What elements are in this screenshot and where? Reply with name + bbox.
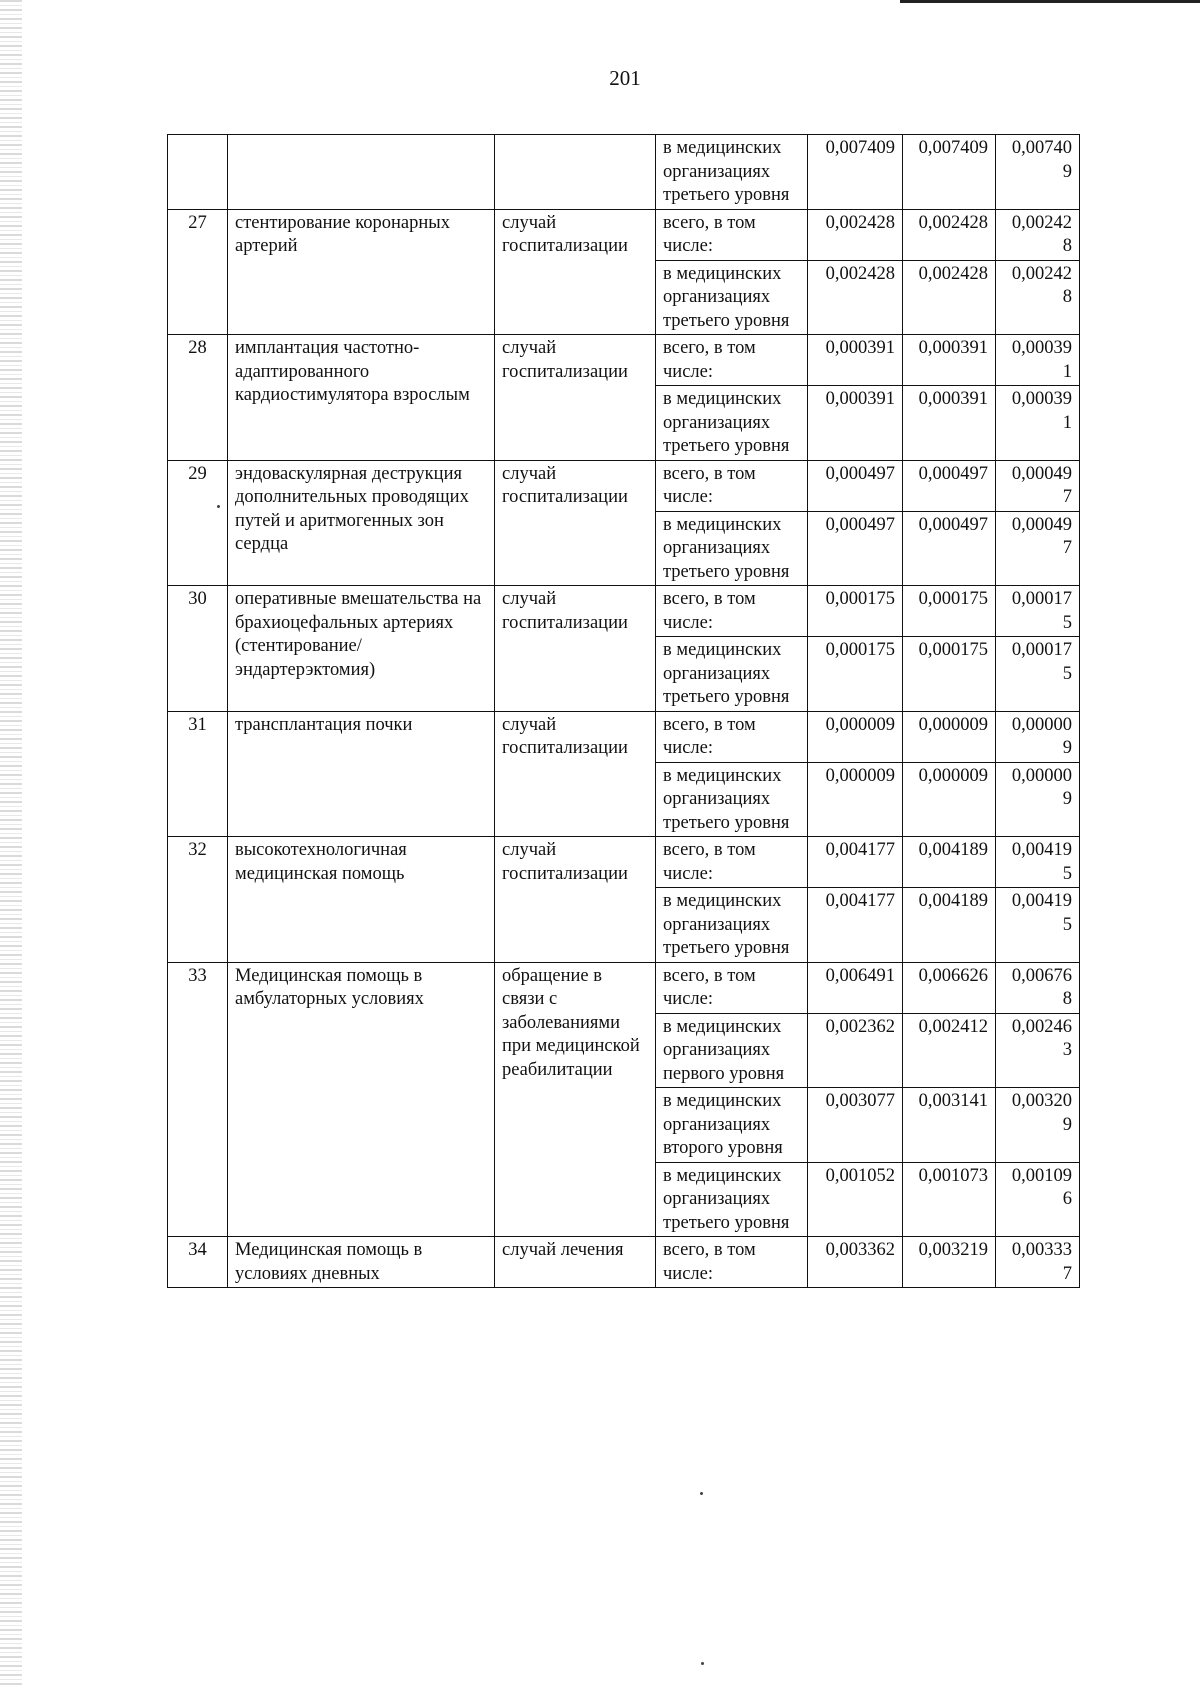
- table-row: [168, 460, 1080, 511]
- value-cell-3: 0,004195: [996, 888, 1080, 963]
- value-cell-2: 0,004189: [903, 837, 996, 888]
- scan-speck: [701, 1662, 704, 1665]
- table-row: [168, 586, 1080, 637]
- table-row: [168, 1237, 1080, 1288]
- unit-of-measure: случай госпитализации: [495, 209, 656, 335]
- value-cell-3: 0,003209: [996, 1088, 1080, 1163]
- indicator-name: высокотехнологичная медицинская помощь: [228, 837, 495, 963]
- value-cell-3: 0,002428: [996, 209, 1080, 260]
- value-cell-2: 0,003141: [903, 1088, 996, 1163]
- unit-of-measure: [495, 135, 656, 210]
- row-number: 28: [168, 335, 228, 461]
- value-cell-3: 0,000175: [996, 586, 1080, 637]
- subrow-label: в медицинских организациях третьего уровня: [656, 135, 808, 210]
- indicator-name: [228, 135, 495, 210]
- scan-edge: [0, 0, 22, 1686]
- value-cell-1: 0,000497: [808, 460, 903, 511]
- unit-of-measure: случай лечения: [495, 1237, 656, 1288]
- value-cell-3: 0,002428: [996, 260, 1080, 335]
- value-cell-3: 0,000175: [996, 637, 1080, 712]
- subrow-label: в медицинских организациях второго уровня: [656, 1088, 808, 1163]
- indicator-name: имплантация частотно-адаптированного кардиостимулятора взрослым: [228, 335, 495, 461]
- indicator-name: Медицинская помощь в амбулаторных условиях: [228, 962, 495, 1237]
- value-cell-2: 0,007409: [903, 135, 996, 210]
- row-number: 31: [168, 711, 228, 837]
- scan-speck: [700, 1492, 703, 1495]
- value-cell-3: 0,007409: [996, 135, 1080, 210]
- table-row: [168, 209, 1080, 260]
- value-cell-3: 0,003337: [996, 1237, 1080, 1288]
- value-cell-2: 0,004189: [903, 888, 996, 963]
- value-cell-2: 0,000391: [903, 335, 996, 386]
- subrow-label: всего, в том числе:: [656, 586, 808, 637]
- subrow-label: в медицинских организациях третьего уровня: [656, 888, 808, 963]
- value-cell-1: 0,002428: [808, 260, 903, 335]
- unit-of-measure: обращение в связи с заболеваниями при медицинской реабилитации: [495, 962, 656, 1237]
- subrow-label: в медицинских организациях третьего уровня: [656, 260, 808, 335]
- value-cell-1: 0,000391: [808, 335, 903, 386]
- unit-of-measure: случай госпитализации: [495, 586, 656, 712]
- value-cell-1: 0,000175: [808, 637, 903, 712]
- row-number: [168, 135, 228, 210]
- value-cell-3: 0,002463: [996, 1013, 1080, 1088]
- value-cell-2: 0,001073: [903, 1162, 996, 1237]
- subrow-label: всего, в том числе:: [656, 460, 808, 511]
- subrow-label: в медицинских организациях первого уровня: [656, 1013, 808, 1088]
- value-cell-2: 0,000497: [903, 511, 996, 586]
- unit-of-measure: случай госпитализации: [495, 335, 656, 461]
- indicator-name: стентирование коронарных артерий: [228, 209, 495, 335]
- value-cell-3: 0,006768: [996, 962, 1080, 1013]
- value-cell-1: 0,000009: [808, 762, 903, 837]
- value-cell-1: 0,003077: [808, 1088, 903, 1163]
- subrow-label: в медицинских организациях третьего уровня: [656, 1162, 808, 1237]
- value-cell-1: 0,004177: [808, 888, 903, 963]
- value-cell-2: 0,003219: [903, 1237, 996, 1288]
- indicator-name: трансплантация почки: [228, 711, 495, 837]
- row-number: 27: [168, 209, 228, 335]
- value-cell-1: 0,000009: [808, 711, 903, 762]
- value-cell-2: 0,002428: [903, 260, 996, 335]
- value-cell-2: 0,000009: [903, 711, 996, 762]
- row-number: 29: [168, 460, 228, 586]
- value-cell-1: 0,007409: [808, 135, 903, 210]
- row-number: 32: [168, 837, 228, 963]
- subrow-label: всего, в том числе:: [656, 1237, 808, 1288]
- top-rule: [900, 0, 1200, 3]
- row-number: 34: [168, 1237, 228, 1288]
- value-cell-3: 0,000391: [996, 335, 1080, 386]
- table-row: [168, 837, 1080, 888]
- value-cell-3: 0,001096: [996, 1162, 1080, 1237]
- page-number: 201: [609, 66, 641, 90]
- value-cell-1: 0,002428: [808, 209, 903, 260]
- value-cell-2: 0,000009: [903, 762, 996, 837]
- value-cell-2: 0,002428: [903, 209, 996, 260]
- table-row: [168, 135, 1080, 210]
- subrow-label: в медицинских организациях третьего уровня: [656, 386, 808, 461]
- subrow-label: в медицинских организациях третьего уровня: [656, 511, 808, 586]
- subrow-label: всего, в том числе:: [656, 209, 808, 260]
- value-cell-3: 0,004195: [996, 837, 1080, 888]
- value-cell-3: 0,000009: [996, 762, 1080, 837]
- value-cell-1: 0,002362: [808, 1013, 903, 1088]
- scan-speck: [217, 505, 220, 508]
- value-cell-1: 0,006491: [808, 962, 903, 1013]
- value-cell-1: 0,000175: [808, 586, 903, 637]
- subrow-label: в медицинских организациях третьего уровня: [656, 762, 808, 837]
- value-cell-2: 0,000497: [903, 460, 996, 511]
- table-body: [168, 135, 1080, 1288]
- subrow-label: всего, в том числе:: [656, 837, 808, 888]
- indicator-name: эндоваскулярная деструкция дополнительных проводящих путей и аритмогенных зон сердца: [228, 460, 495, 586]
- table-row: [168, 335, 1080, 386]
- value-cell-3: 0,000497: [996, 511, 1080, 586]
- value-cell-2: 0,000391: [903, 386, 996, 461]
- value-cell-2: 0,000175: [903, 586, 996, 637]
- value-cell-2: 0,006626: [903, 962, 996, 1013]
- row-number: 30: [168, 586, 228, 712]
- table-row: [168, 711, 1080, 762]
- data-table: [167, 134, 1080, 1288]
- table-row: [168, 962, 1080, 1013]
- value-cell-1: 0,000391: [808, 386, 903, 461]
- unit-of-measure: случай госпитализации: [495, 837, 656, 963]
- value-cell-3: 0,000009: [996, 711, 1080, 762]
- value-cell-3: 0,000391: [996, 386, 1080, 461]
- row-number: 33: [168, 962, 228, 1237]
- value-cell-1: 0,001052: [808, 1162, 903, 1237]
- value-cell-1: 0,004177: [808, 837, 903, 888]
- subrow-label: всего, в том числе:: [656, 962, 808, 1013]
- subrow-label: всего, в том числе:: [656, 335, 808, 386]
- value-cell-3: 0,000497: [996, 460, 1080, 511]
- unit-of-measure: случай госпитализации: [495, 711, 656, 837]
- value-cell-2: 0,000175: [903, 637, 996, 712]
- indicator-name: оперативные вмешательства на брахиоцефальных артериях (стентирование/эндартерэктомия): [228, 586, 495, 712]
- indicator-name: Медицинская помощь в условиях дневных: [228, 1237, 495, 1288]
- subrow-label: всего, в том числе:: [656, 711, 808, 762]
- unit-of-measure: случай госпитализации: [495, 460, 656, 586]
- value-cell-2: 0,002412: [903, 1013, 996, 1088]
- subrow-label: в медицинских организациях третьего уровня: [656, 637, 808, 712]
- value-cell-1: 0,003362: [808, 1237, 903, 1288]
- value-cell-1: 0,000497: [808, 511, 903, 586]
